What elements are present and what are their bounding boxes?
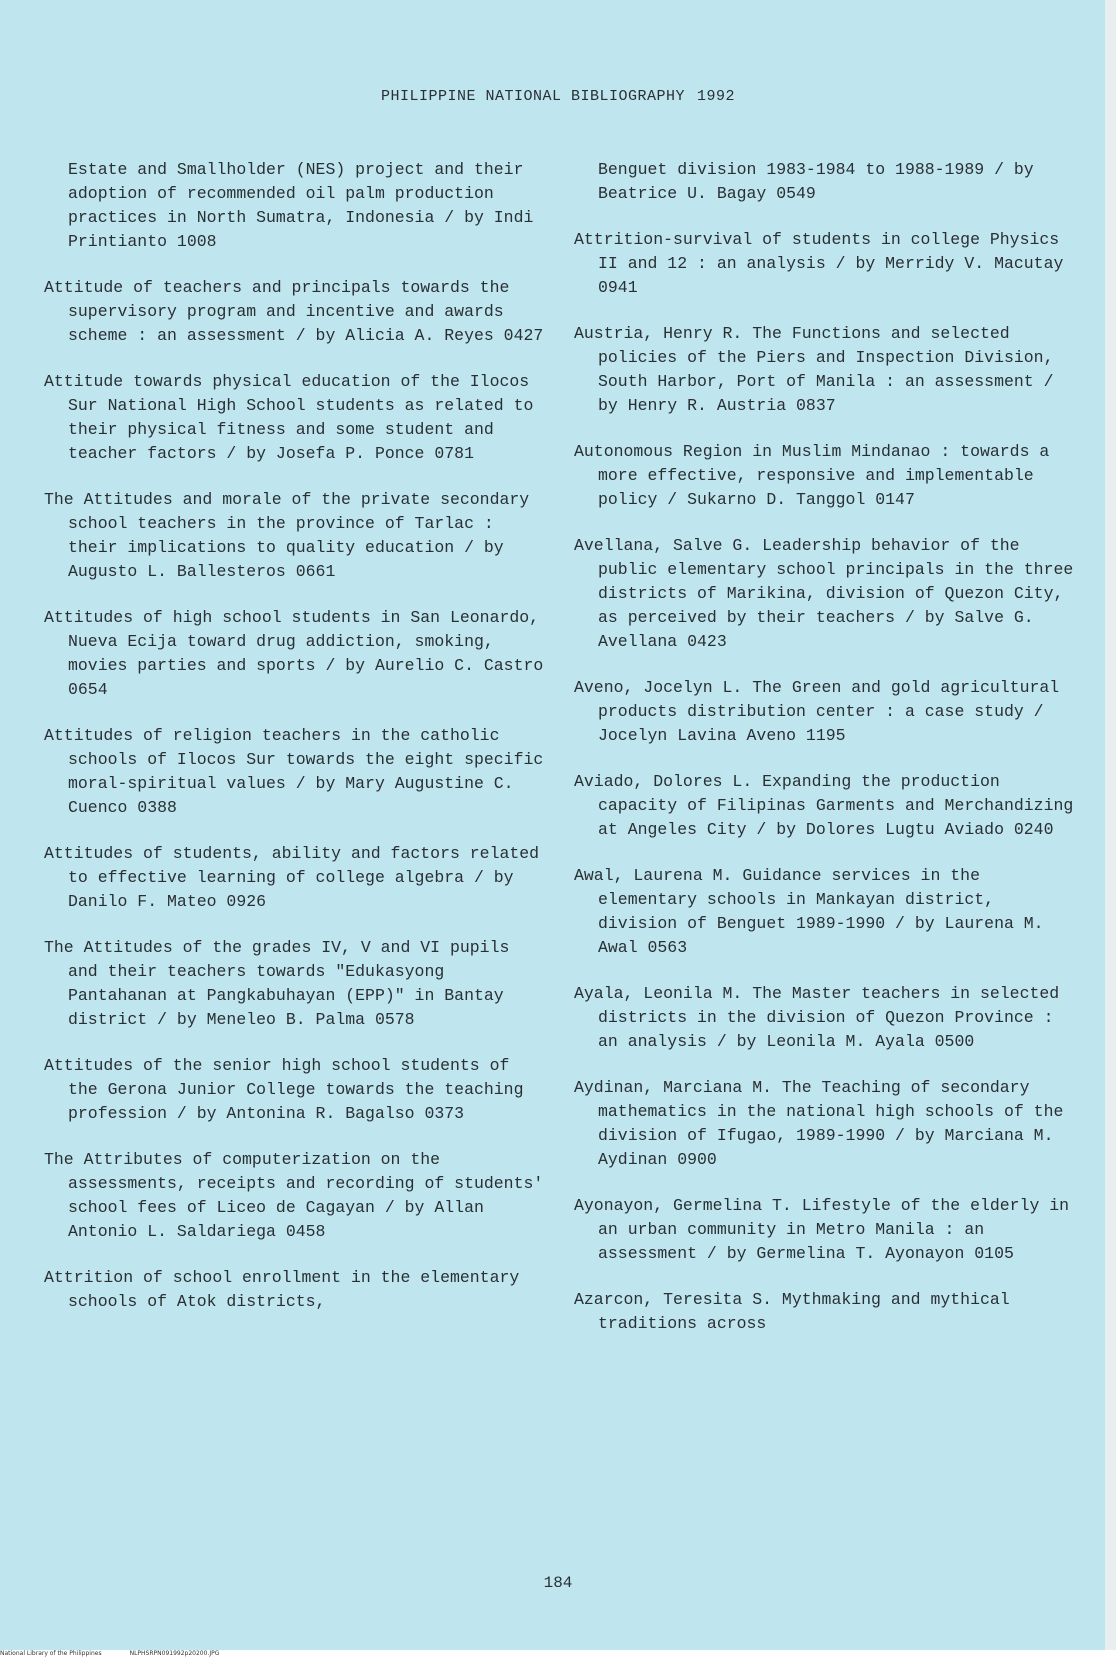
entry: The Attributes of computerization on the assessments, receipts and recording of students' school fees of Liceo de Cagayan / by Allan Antonio L. Saldariega 0458: [44, 1150, 554, 1241]
entry: Attitudes of students, ability and factors related to effective learning of college algebra / by Danilo F. Mateo 0926: [44, 844, 549, 911]
credit-file: NLPHSRPN091992p20200.JPG: [129, 1650, 220, 1657]
entry: Attitudes of the senior high school students of the Gerona Junior College towards the teaching profession / by Antonina R. Bagalso 0373: [44, 1056, 534, 1123]
entry: Ayonayon, Germelina T. Lifestyle of the elderly in an urban community in Metro Manila : an assessment / by Germelina T. Ayonayon 0105: [574, 1196, 1079, 1263]
entry: Aydinan, Marciana M. The Teaching of secondary mathematics in the national high schools of the division of Ifugao, 1989-1990 / by Marciana M. Aydinan 0900: [574, 1078, 1074, 1169]
scan-credit: [0, 1650, 1116, 1658]
page-edge: [1105, 0, 1116, 1650]
left-column: [44, 158, 554, 1336]
entry: The Attitudes of the grades IV, V and VI pupils and their teachers towards "Edukasyong Pantahanan at Pangkabuhayan (EPP)" in Bantay district / by Meneleo B. Palma 0578: [44, 938, 520, 1029]
entry: Attitudes of high school students in San Leonardo, Nueva Ecija toward drug addiction, smoking, movies parties and sports / by Aurelio C. Castro 0654: [44, 608, 554, 699]
entry: Azarcon, Teresita S. Mythmaking and mythical traditions across: [574, 1290, 1020, 1333]
entry: Attrition of school enrollment in the elementary schools of Atok districts,: [44, 1268, 530, 1311]
credit-library: National Library of the Philippines: [0, 1650, 102, 1657]
page-header: [0, 88, 1116, 105]
entry: The Attitudes and morale of the private secondary school teachers in the province of Tarlac : their implications to quality education / by Augusto L. Ballesteros 0661: [44, 490, 540, 581]
entry: Aveno, Jocelyn L. The Green and gold agricultural products distribution center : a case study / Jocelyn Lavina Aveno 1195: [574, 678, 1070, 745]
entry: Attitude of teachers and principals towards the supervisory program and incentive and awards scheme : an assessment / by Alicia A. Reyes 0427: [44, 278, 544, 345]
entry: Ayala, Leonila M. The Master teachers in selected districts in the division of Quezon Province : an analysis / by Leonila M. Ayala 0500: [574, 984, 1070, 1051]
entry: Austria, Henry R. The Functions and selected policies of the Piers and Inspection Division, South Harbor, Port of Manila : an assessment / by Henry R. Austria 0837: [574, 324, 1064, 415]
entry: Aviado, Dolores L. Expanding the production capacity of Filipinas Garments and Merchandizing at Angeles City / by Dolores Lugtu Aviado 0240: [574, 772, 1084, 839]
entry: Benguet division 1983-1984 to 1988-1989 / by Beatrice U. Bagay 0549: [598, 160, 1044, 203]
entry: Autonomous Region in Muslim Mindanao : towards a more effective, responsive and implementable policy / Sukarno D. Tanggol 0147: [574, 442, 1060, 509]
right-column: [574, 158, 1084, 1358]
entry: Attitudes of religion teachers in the catholic schools of Ilocos Sur towards the eight specific moral-spiritual values / by Mary Augustine C. Cuenco 0388: [44, 726, 554, 817]
entry: Awal, Laurena M. Guidance services in the elementary schools in Mankayan district, division of Benguet 1989-1990 / by Laurena M. Awal 0563: [574, 866, 1054, 957]
entry: Avellana, Salve G. Leadership behavior of the public elementary school principals in the three districts of Marikina, division of Quezon City, as perceived by their teachers / by Salve G. Avellana 0423: [574, 536, 1084, 651]
entry: Attrition-survival of students in college Physics II and 12 : an analysis / by Merridy V. Macutay 0941: [574, 230, 1074, 297]
entry: Estate and Smallholder (NES) project and their adoption of recommended oil palm production practices in North Sumatra, Indonesia / by Indi Printianto 1008: [68, 160, 544, 251]
page-number: 184: [543, 1574, 573, 1592]
entry: Attitude towards physical education of the Ilocos Sur National High School students as related to their physical fitness and some student and teacher factors / by Josefa P. Ponce 0781: [44, 372, 544, 463]
header-year: 1992: [697, 88, 736, 105]
header-title: PHILIPPINE NATIONAL BIBLIOGRAPHY: [380, 88, 686, 105]
